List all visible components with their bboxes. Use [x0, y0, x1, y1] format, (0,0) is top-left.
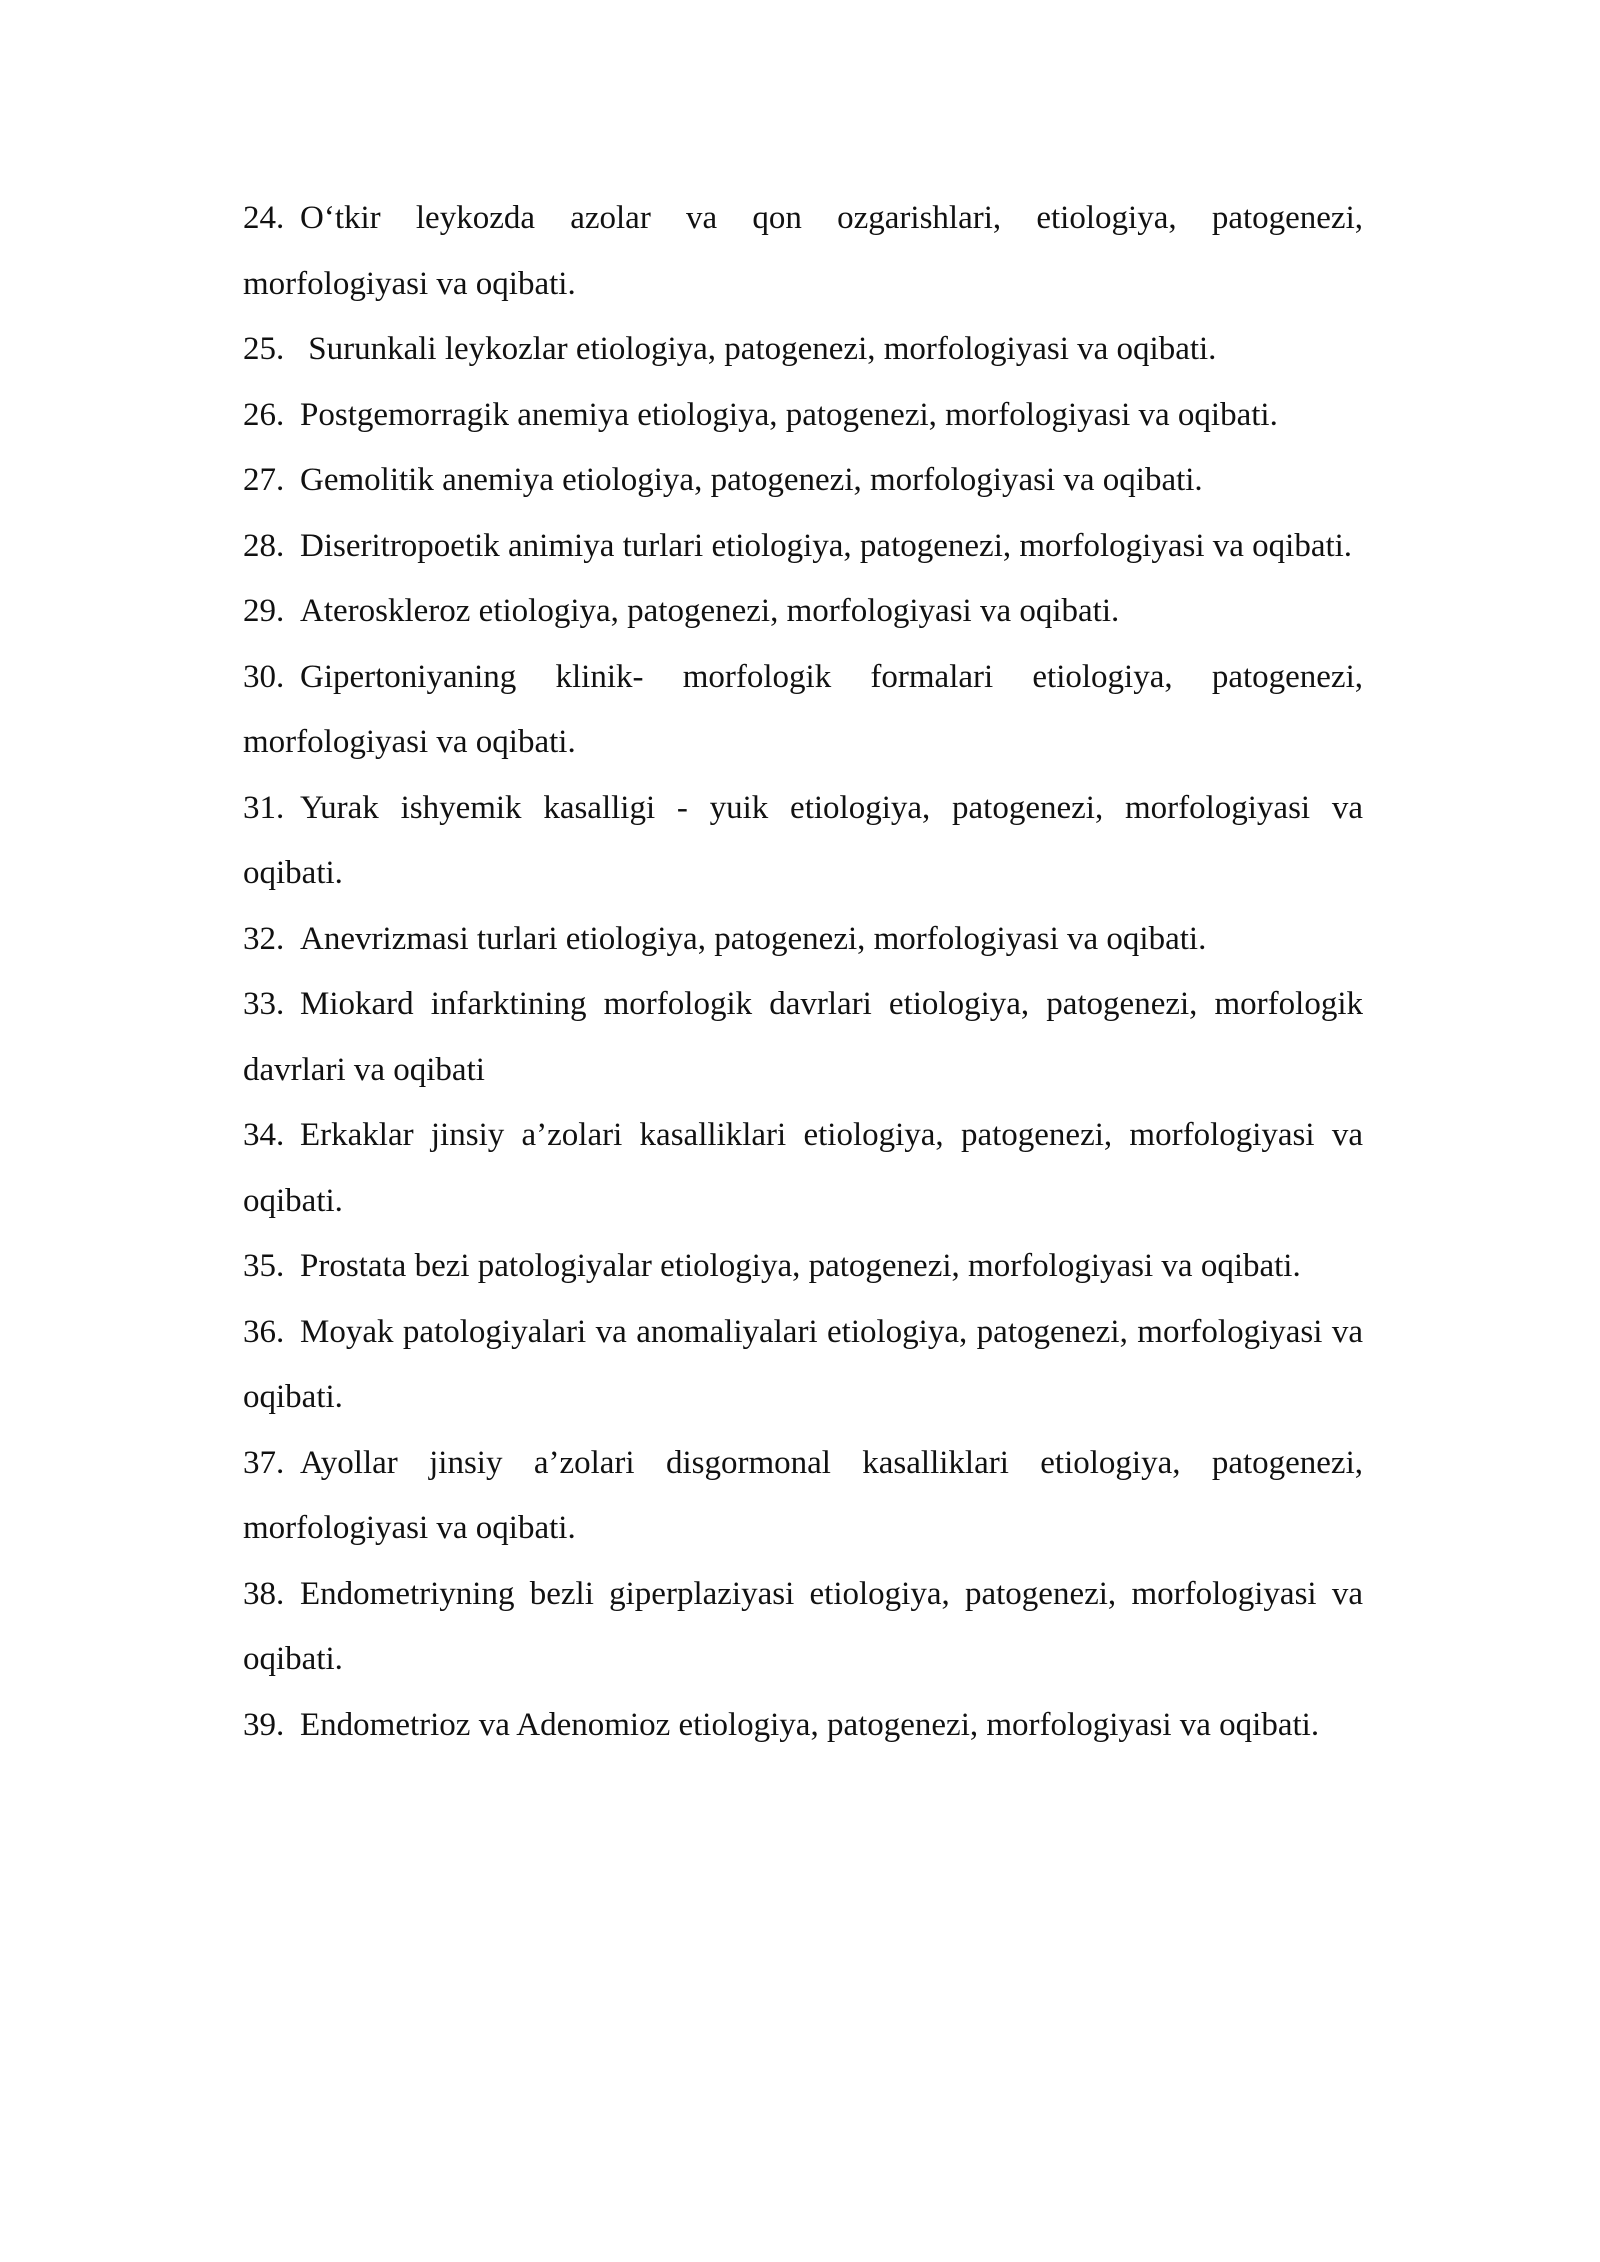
item-text: Ayollar jinsiy a’zolari disgormonal kasalliklari etiologiya, patogenezi, morfologiyasi va oqibati.: [243, 1444, 1363, 1546]
list-item-38: [243, 1562, 1363, 1693]
document-page: [243, 186, 1363, 1758]
item-text: Endometriyning bezli giperplaziyasi etiologiya, patogenezi, morfologiyasi va oqibati.: [243, 1575, 1363, 1677]
item-number: 32.: [243, 920, 285, 957]
item-text: Erkaklar jinsiy a’zolari kasalliklari etiologiya, patogenezi, morfologiyasi va oqibati.: [243, 1117, 1363, 1219]
item-number: 26.: [243, 396, 285, 433]
item-number: 39.: [243, 1706, 285, 1743]
list-item-29: [243, 579, 1363, 645]
item-number: 30.: [243, 658, 285, 695]
item-text: Yurak ishyemik kasalligi - yuik etiologiya, patogenezi, morfologiyasi va oqibati.: [243, 789, 1363, 891]
list-item-35: [243, 1234, 1363, 1300]
item-number: 37.: [243, 1444, 285, 1481]
item-text: Ateroskleroz etiologiya, patogenezi, morfologiyasi va oqibati.: [300, 593, 1120, 629]
item-text: Endometrioz va Adenomioz etiologiya, patogenezi, morfologiyasi va oqibati.: [300, 1706, 1320, 1743]
item-text: Miokard infarktining morfologik davrlari etiologiya, patogenezi, morfologik davrlari va oqibati: [243, 986, 1363, 1088]
item-number: 38.: [243, 1575, 285, 1612]
list-item-31: [243, 776, 1363, 907]
item-number: 31.: [243, 789, 285, 826]
item-number: 24.: [243, 200, 285, 236]
item-text: Diseritropoetik animiya turlari etiologiya, patogenezi, morfologiyasi va oqibati.: [300, 527, 1353, 564]
item-number: 25.: [243, 331, 285, 367]
list-item-34: [243, 1103, 1363, 1234]
item-number: 27.: [243, 462, 285, 498]
list-item-37: [243, 1431, 1363, 1562]
list-item-30: [243, 645, 1363, 776]
item-text: O‘tkir leykozda azolar va qon ozgarishlari, etiologiya, patogenezi, morfologiyasi va oqibati.: [243, 200, 1363, 302]
list-item-26: [243, 383, 1363, 449]
list-item-25: [243, 317, 1363, 383]
list-item-27: [243, 448, 1363, 514]
item-text: Surunkali leykozlar etiologiya, patogenezi, morfologiyasi va oqibati.: [300, 331, 1217, 367]
list-item-36: [243, 1300, 1363, 1431]
list-item-39: [243, 1693, 1363, 1759]
item-text: Prostata bezi patologiyalar etiologiya, patogenezi, morfologiyasi va oqibati.: [300, 1248, 1301, 1284]
item-text: Anevrizmasi turlari etiologiya, patogenezi, morfologiyasi va oqibati.: [300, 920, 1207, 957]
item-number: 34.: [243, 1117, 285, 1153]
item-number: 36.: [243, 1313, 285, 1350]
item-text: Postgemorragik anemiya etiologiya, patogenezi, morfologiyasi va oqibati.: [300, 396, 1278, 433]
list-item-32: [243, 907, 1363, 973]
item-number: 28.: [243, 527, 285, 564]
list-item-24: [243, 186, 1363, 317]
list-item-28: [243, 514, 1363, 580]
list-item-33: [243, 972, 1363, 1103]
item-text: Moyak patologiyalari va anomaliyalari etiologiya, patogenezi, morfologiyasi va oqibati.: [243, 1313, 1363, 1415]
item-number: 29.: [243, 593, 285, 629]
item-number: 33.: [243, 986, 285, 1022]
item-number: 35.: [243, 1248, 285, 1284]
item-text: Gemolitik anemiya etiologiya, patogenezi, morfologiyasi va oqibati.: [300, 462, 1203, 498]
item-text: Gipertoniyaning klinik- morfologik formalari etiologiya, patogenezi, morfologiyasi va oqibati.: [243, 658, 1363, 760]
